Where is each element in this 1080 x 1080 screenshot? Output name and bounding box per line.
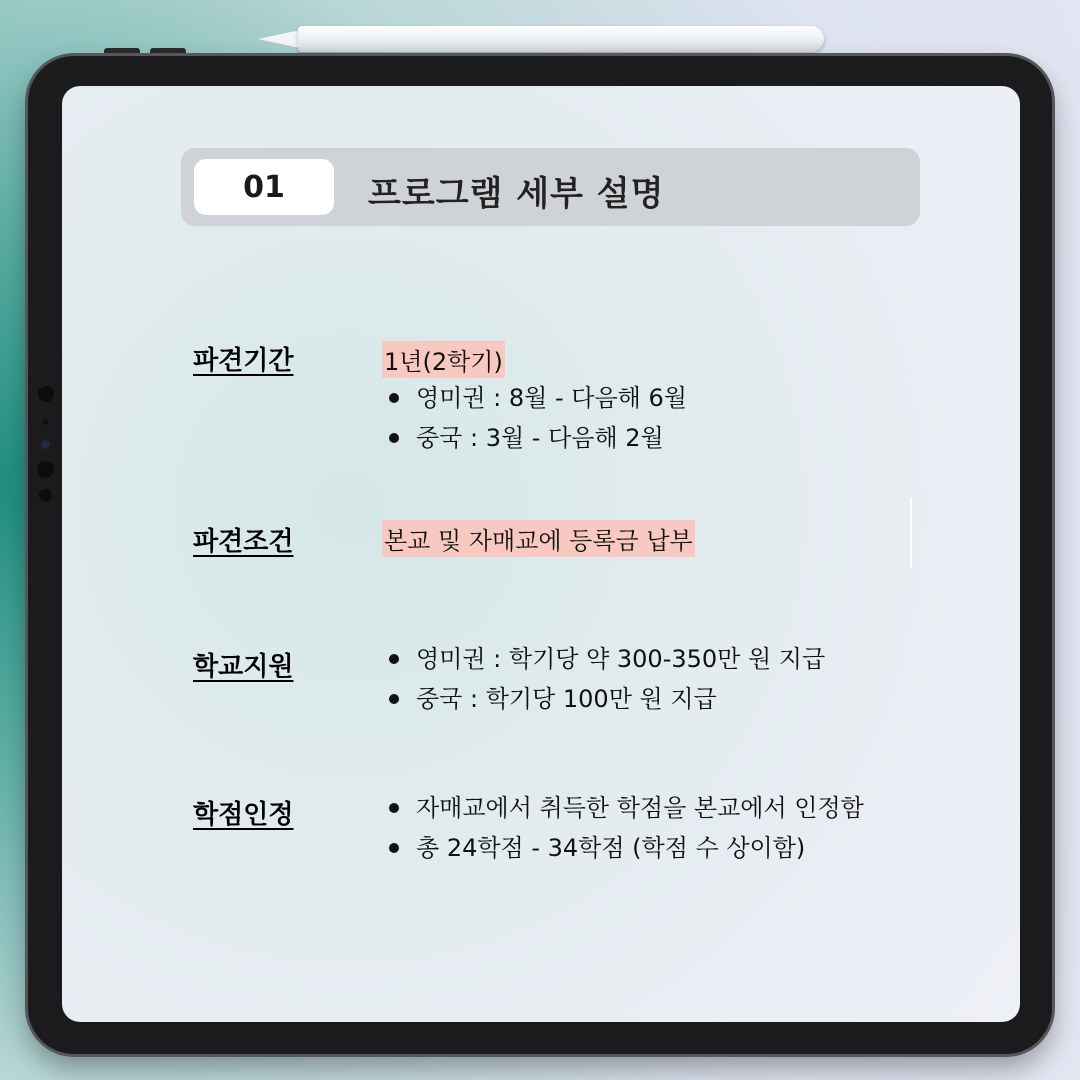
- condition-highlight: 본교 및 자매교에 등록금 납부: [382, 520, 695, 557]
- tablet-button: [150, 48, 186, 56]
- section-header: [181, 148, 920, 226]
- label-period: 파견기간: [193, 346, 294, 376]
- apple-pencil-icon: [258, 24, 824, 54]
- tablet-button: [104, 48, 140, 56]
- tablet-screen: [62, 86, 1020, 1022]
- list-item: 영미권 : 학기당 약 300-350만 원 지급: [382, 639, 825, 679]
- list-item: 중국 : 3월 - 다음해 2월: [382, 418, 687, 458]
- label-credit: 학점인정: [193, 800, 294, 830]
- section-number: 01: [194, 159, 334, 215]
- list-item: 중국 : 학기당 100만 원 지급: [382, 679, 825, 719]
- section-title: 프로그램 세부 설명: [368, 174, 665, 214]
- sensor-icon: [41, 440, 50, 449]
- camera-icon: [37, 461, 54, 478]
- period-list: [382, 378, 687, 458]
- list-item: 자매교에서 취득한 학점을 본교에서 인정함: [382, 788, 864, 828]
- label-condition: 파견조건: [193, 527, 294, 557]
- label-support: 학교지원: [193, 652, 294, 682]
- list-item: 총 24학점 - 34학점 (학점 수 상이함): [382, 828, 864, 868]
- camera-icon: [38, 386, 54, 402]
- support-list: [382, 639, 825, 719]
- sensor-icon: [43, 420, 48, 425]
- sensor-icon: [39, 489, 52, 502]
- period-highlight: 1년(2학기): [382, 341, 505, 378]
- credit-list: [382, 788, 864, 868]
- list-item: 영미권 : 8월 - 다음해 6월: [382, 378, 687, 418]
- text-cursor: [910, 498, 912, 568]
